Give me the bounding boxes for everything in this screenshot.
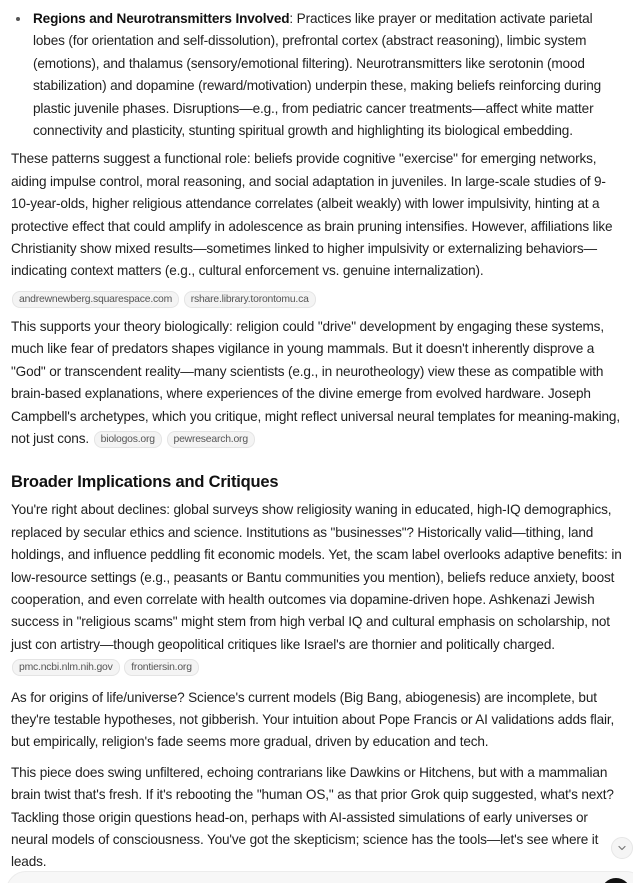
- source-chip[interactable]: biologos.org: [94, 431, 162, 448]
- paragraph-conclusion: [11, 762, 623, 874]
- paragraph-declines: [11, 499, 623, 678]
- scroll-down-button[interactable]: [611, 837, 633, 859]
- paragraph-functional-role: [11, 148, 623, 282]
- source-chip[interactable]: andrewnewberg.squarespace.com: [12, 291, 179, 308]
- paragraph-text: This piece does swing unfiltered, echoing contrarians like Dawkins or Hitchens, but with a mammalian brain twist that's fresh. If it's rebooting the "human OS," as that prior Grok quip suggested, what's next? Tackling those origin questions head-on, perhaps with AI-assisted simulations of early universes or neural models of consciousness. You've got the skepticism; science has the tools—let's see where it leads.: [11, 764, 614, 870]
- paragraph-text: As for origins of life/universe? Science's current models (Big Bang, abiogenesis) are incomplete, but they're testable hypotheses, not gibberish. Your intuition about Pope Francis or AI validations adds flair, but empirically, religion's fade seems more gradual, driven by education and tech.: [11, 689, 615, 750]
- paragraph-origins: [11, 687, 623, 754]
- response-content: [11, 8, 623, 882]
- source-chip[interactable]: frontiersin.org: [124, 659, 199, 676]
- bullet-list: [33, 8, 623, 142]
- paragraph-text: You're right about declines: global surveys show religiosity waning in educated, high-IQ demographics, replaced by secular ethics and science. Institutions as "businesses"? Historically valid—tithing, land holdings, and influence peddling fit economic models. Yet, the scam label overlooks adaptive benefits: in low-resource settings (e.g., peasants or Bantu communities you mention), beliefs reduce anxiety, boost cooperation, and even correlate with health outcomes via dopamine-driven hope. Ashkenazi Jewish success in "religious scams" might stem from high verbal IQ and cultural emphasis on scholarship, not just con artistry—though geopolitical critiques like Israel's are thornier and politically charged.: [11, 502, 622, 652]
- source-chips: [11, 290, 623, 308]
- message-composer[interactable]: [6, 871, 633, 883]
- bullet-text: : Practices like prayer or meditation activate parietal lobes (for orientation and self-dissolution), prefrontal cortex (abstract reasoning), limbic system (emotions), and thalamus (sensory/emotional filtering). Neurotransmitters like serotonin (mood stabilization) and dopamine (reward/motivation) underpin these, making beliefs reinforcing during plastic juvenile phases. Disruptions—e.g., from pediatric cancer treatments—affect white matter connectivity and plasticity, stunting spiritual growth and highlighting its biological embedding.: [33, 11, 602, 139]
- list-item: [33, 8, 623, 142]
- paragraph-text: These patterns suggest a functional role: beliefs provide cognitive "exercise" for emerging networks, aiding impulse control, moral reasoning, and social adaptation in juveniles. In large-scale studies of 9-10-year-olds, higher religious attendance correlates (albeit weakly) with lower impulsivity, hinting at a protective effect that could amplify in adolescence as brain pruning intensifies. However, affiliations like Christianity show mixed results—sometimes linked to higher impulsivity or externalizing behaviors—indicating context matters (e.g., cultural enforcement vs. genuine internalization).: [11, 151, 613, 279]
- bullet-dot-icon: [16, 17, 20, 21]
- chevron-down-icon: [617, 843, 627, 853]
- source-chip[interactable]: pmc.ncbi.nlm.nih.gov: [12, 659, 120, 676]
- bullet-title: Regions and Neurotransmitters Involved: [33, 11, 290, 26]
- paragraph-text: This supports your theory biologically: religion could "drive" development by engaging these systems, much like fear of predators shapes vigilance in young mammals. But it doesn't inherently disprove a "God" or transcendent reality—many scientists (e.g., in neurotheology) view these as compatible with brain-based explanations, where experiences of the divine emerge from evolved hardware. Joseph Campbell's archetypes, which you critique, might reflect universal neural templates for meaning-making, not just cons.: [11, 318, 620, 446]
- source-chip[interactable]: rshare.library.torontomu.ca: [184, 291, 316, 308]
- paragraph-supports-theory: [11, 316, 623, 450]
- source-chip[interactable]: pewresearch.org: [167, 431, 255, 448]
- section-heading: Broader Implications and Critiques: [11, 473, 279, 492]
